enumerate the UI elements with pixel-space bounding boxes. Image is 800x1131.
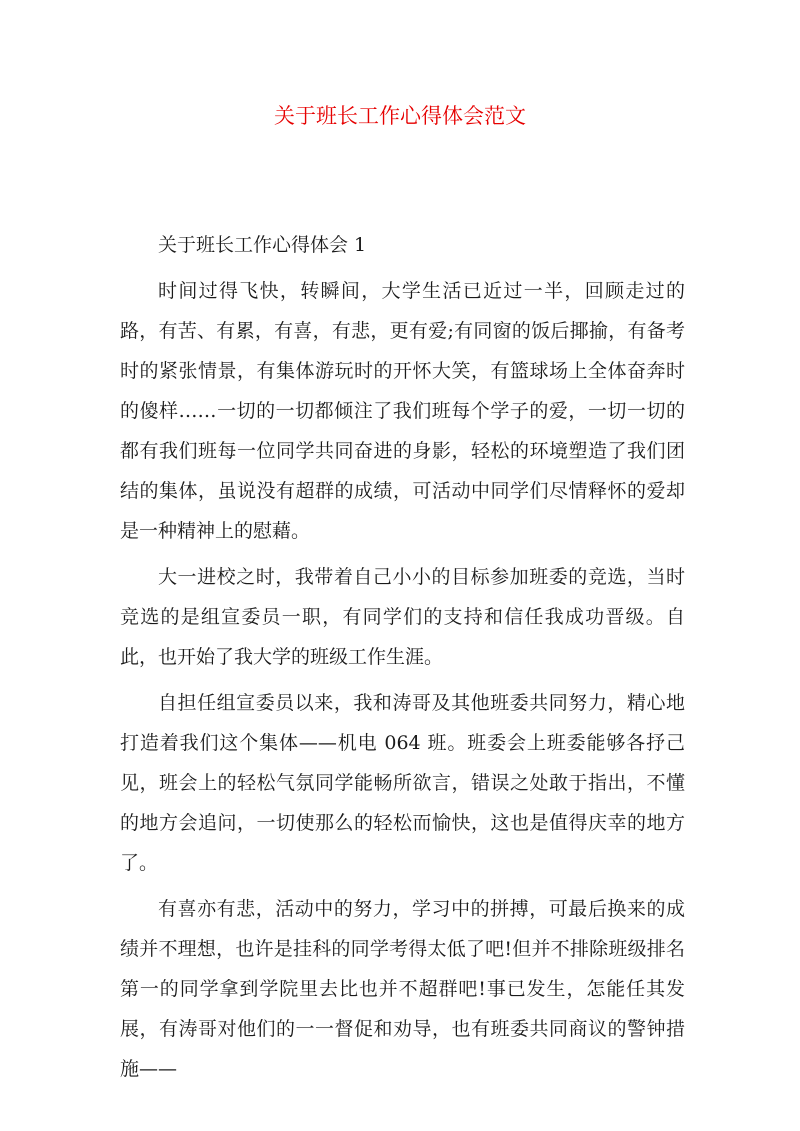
document-title: 关于班长工作心得体会范文 xyxy=(274,104,526,128)
paragraph-1: 时间过得飞快，转瞬间，大学生活已近过一半，回顾走过的路，有苦、有累，有喜，有悲，更有爱;有同窗的饭后揶揄，有备考时的紧张情景，有集体游玩时的开怀大笑，有篮球场上全体奋奔时的傻样……一切的一切都倾注了我们班每个学子的爱，一切一切的都有我们班每一位同学共同奋进的身影，轻松的环境塑造了我们团结的集体，虽说没有超群的成绩，可活动中同学们尽情释怀的爱却是一种精神上的慰藉。 xyxy=(120,280,685,542)
paragraph-2: 大一进校之时，我带着自己小小的目标参加班委的竞选，当时竞选的是组宣委员一职，有同学们的支持和信任我成功晋级。自此，也开始了我大学的班级工作生涯。 xyxy=(120,566,685,668)
document-body xyxy=(120,225,685,1089)
section-heading: 关于班长工作心得体会 1 xyxy=(158,234,367,256)
paragraph-4: 有喜亦有悲，活动中的努力，学习中的拼搏，可最后换来的成绩并不理想，也许是挂科的同学考得太低了吧!但并不排除班级排名第一的同学拿到学院里去比也并不超群吧!事已发生，怎能任其发展，有涛哥对他们的一一督促和劝导，也有班委共同商议的警钟措施—— xyxy=(120,898,685,1080)
paragraph-3: 自担任组宣委员以来，我和涛哥及其他班委共同努力，精心地打造着我们这个集体——机电 064 班。班委会上班委能够各抒己见，班会上的轻松气氛同学能畅所欲言，错误之处敢于指出，不懂的地方会追问，一切使那么的轻松而愉快，这也是值得庆幸的地方了。 xyxy=(120,692,685,874)
